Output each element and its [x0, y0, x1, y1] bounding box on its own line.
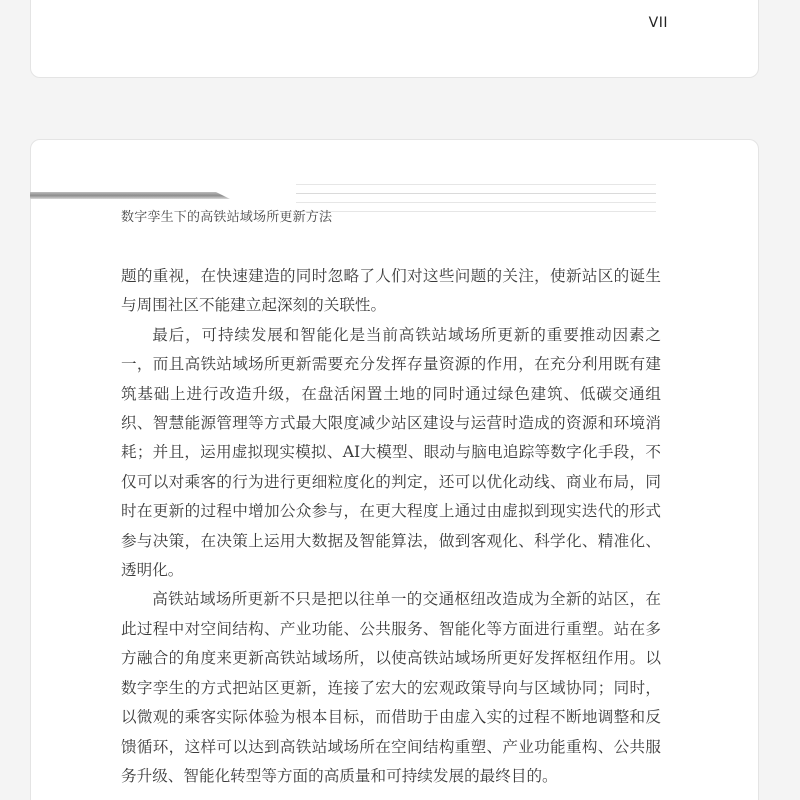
running-header-bar [30, 192, 230, 199]
current-page [30, 139, 759, 800]
paragraph: 最后，可持续发展和智能化是当前高铁站域场所更新的重要推动因素之一，而且高铁站域场所更新需要充分发挥存量资源的作用，在充分利用既有建筑基础上进行改造升级，在盘活闲置土地的同时通过绿色建筑、低碳交通组织、智慧能源管理等方式最大限度减少站区建设与运营时造成的资源和环境消耗；并且，运用虚拟现实模拟、AI大模型、眼动与脑电追踪等数字化手段，不仅可以对乘客的行为进行更细粒度化的判定，还可以优化动线、商业布局，同时在更新的过程中增加公众参与，在更大程度上通过由虚拟到现实迭代的形式参与决策，在决策上运用大数据及智能算法，做到客观化、科学化、精准化、透明化。 [121, 325, 661, 580]
previous-page [30, 0, 759, 78]
body-text [121, 262, 661, 791]
paragraph: 题的重视，在快速建造的同时忽略了人们对这些问题的关注，使新站区的诞生与周围社区不能建立起深刻的关联性。 [121, 267, 661, 315]
running-header-title: 数字孪生下的高铁站域场所更新方法 [121, 210, 333, 225]
running-header-rules [296, 184, 656, 220]
paragraph: 高铁站域场所更新不只是把以往单一的交通枢纽改造成为全新的站区，在此过程中对空间结构、产业功能、公共服务、智能化等方面进行重塑。站在多方融合的角度来更新高铁站域场所，以使高铁站域场所更好发挥枢纽作用。以数字孪生的方式把站区更新，连接了宏大的宏观政策导向与区域协同；同时，以微观的乘客实际体验为根本目标，而借助于由虚入实的过程不断地调整和反馈循环，这样可以达到高铁站域场所在空间结构重塑、产业功能重构、公共服务升级、智能化转型等方面的高质量和可持续发展的最终目的。 [121, 590, 661, 785]
page-number: VII [648, 15, 668, 31]
